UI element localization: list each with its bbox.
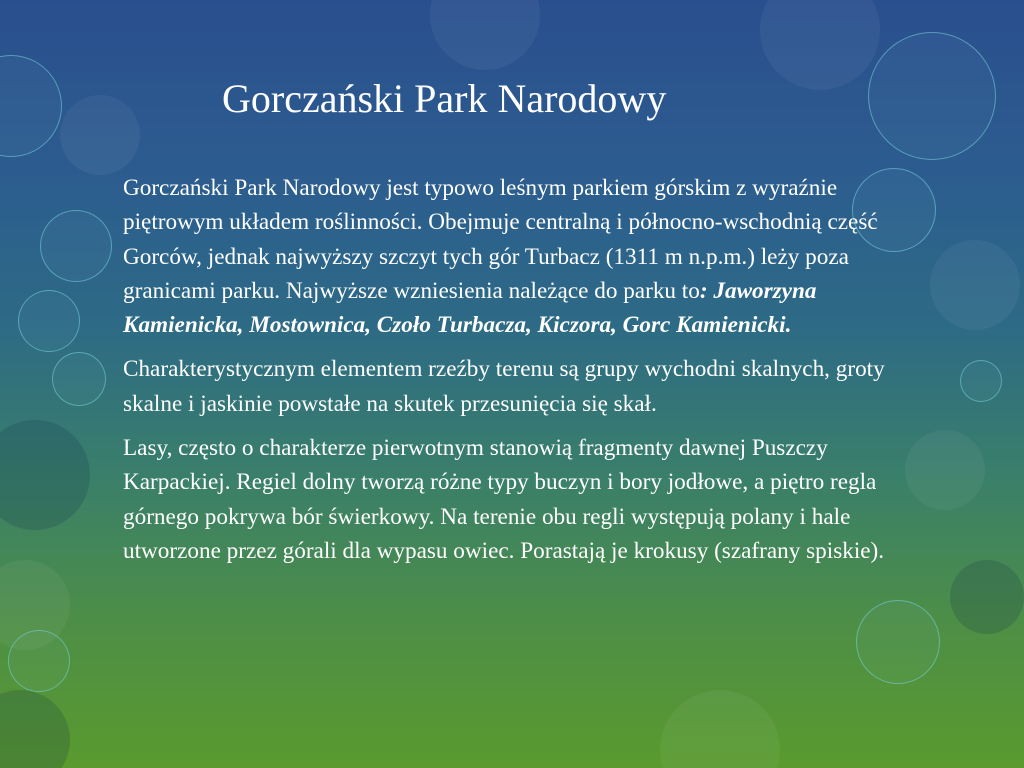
bokeh-circle: [930, 240, 1020, 330]
bokeh-circle: [18, 290, 80, 352]
paragraph-text: Charakterystycznym elementem rzeźby terenu są grupy wychodni skalnych, groty skalne i jaskinie powstałe na skutek przesunięcia się skał.: [123, 356, 885, 417]
paragraph: [123, 431, 913, 568]
paragraph-text: Gorczański Park Narodowy jest typowo leśnym parkiem górskim z wyraźnie piętrowym układem roślinności. Obejmuje centralną i północno-wschodnią część Gorców, jednak najwyższy szczyt tych gór Turbacz (1311 m n.p.m.) leży poza granicami parku. Najwyższe wzniesienia należące do parku to: [123, 175, 878, 304]
bokeh-circle: [60, 95, 140, 175]
slide-body: [123, 171, 913, 578]
bokeh-circle: [0, 420, 90, 530]
bokeh-circle: [430, 0, 540, 70]
paragraph-text: Lasy, często o charakterze pierwotnym stanowią fragmenty dawnej Puszczy Karpackiej. Regiel dolny tworzą różne typy buczyn i bory jodłowe, a piętro regla górnego pokrywa bór świerkowy. Na terenie obu regli występują polany i hale utworzone przez górali dla wypasu owiec. Porastają je krokusy (szafrany spiskie).: [123, 435, 885, 564]
bokeh-circle: [660, 690, 780, 768]
bokeh-circle: [950, 560, 1024, 634]
bokeh-circle: [905, 430, 985, 510]
slide-title: Gorczański Park Narodowy: [222, 76, 667, 121]
bokeh-circle: [52, 352, 106, 406]
bokeh-circle: [760, 0, 880, 90]
bokeh-circle: [0, 690, 70, 768]
paragraph: [123, 171, 913, 342]
bokeh-circle: [40, 210, 112, 282]
bokeh-circle: [868, 32, 996, 160]
bokeh-circle: [960, 360, 1002, 402]
bokeh-circle: [8, 630, 70, 692]
paragraph: [123, 352, 913, 421]
paragraph-emphasis: : Jaworzyna Kamienicka, Mostownica, Czoło Turbacza, Kiczora, Gorc Kamienicki.: [123, 277, 817, 339]
bokeh-circle: [0, 55, 62, 157]
bokeh-circle: [856, 600, 940, 684]
